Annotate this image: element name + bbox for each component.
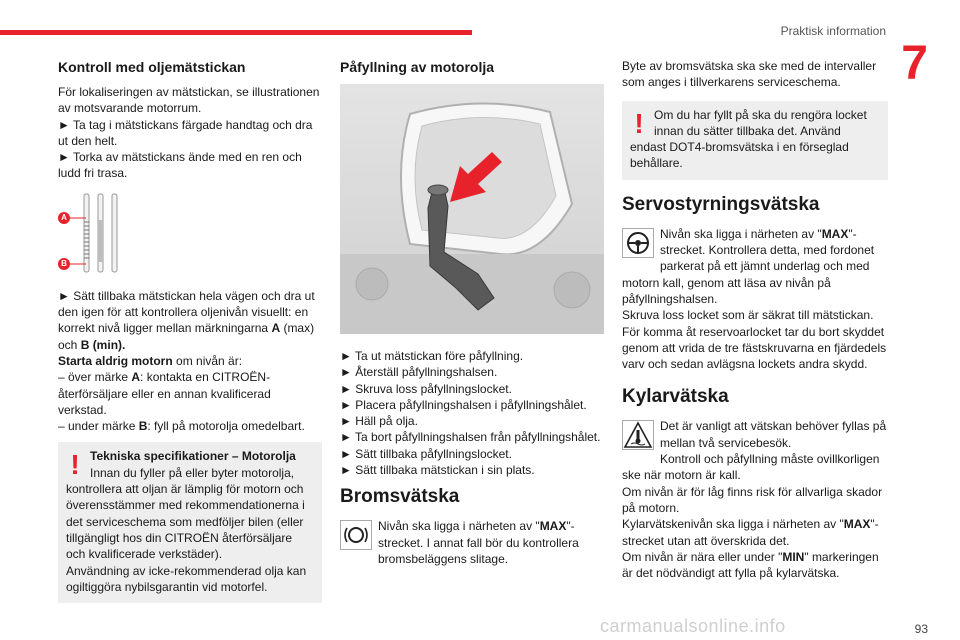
brake-text-rest: "-strecket. I annat fall bör du kontrollera bromsbeläggens slitage. (378, 519, 579, 566)
power-steering-text-2: Skruva loss locket som är säkrat till mätstickan. För komma åt reservoarlocket tar du bort skyddet genom att vrida de tre fästskruvarna en fjärdedels varv och sedan avlägsna lockets andra skydd. (622, 308, 887, 372)
heading-coolant: Kylarvätska (622, 386, 729, 408)
never-start-line (58, 353, 322, 369)
steer-text-pre: Nivån ska ligga i närheten av " (660, 226, 822, 241)
coolant-p4-pre: Kylarvätskenivån ska ligga i närheten av " (622, 517, 844, 532)
coolant-min-label: MIN (782, 549, 805, 564)
brake-fluid-text (340, 518, 604, 567)
warning-exclamation-icon: ! (70, 449, 80, 481)
coolant-block (622, 418, 888, 581)
heading-power-steering: Servostyrningsvätska (622, 193, 820, 215)
brake-fluid-block (340, 518, 604, 567)
step3-mark-a: A (271, 321, 281, 336)
never-start-rest: om nivån är: (172, 353, 243, 368)
steer-text-rest: "-strecket. Kontrollera detta, med fordonet parkerat på ett jämnt underlag och med motorn kall, genom att läsa av nivån på påfyllningshalsen. (622, 226, 875, 306)
page-number: 93 (914, 622, 928, 636)
dash1-mark: A (131, 370, 141, 385)
oil-spec-body-2: Användning av icke-rekommenderad olja kan ogiltiggöra nybilsgarantin vid motorfel. (66, 563, 307, 594)
refill-step-2: ► Återställ påfyllningshalsen. (340, 365, 498, 380)
brake-max-label: MAX (539, 519, 567, 534)
dash2-mark: B (138, 419, 148, 434)
brake-cap-warning (622, 101, 888, 180)
brake-interval-text: Byte av bromsvätska ska ske med de intervaller som anges i tillverkarens serviceschema. (622, 59, 877, 90)
dipstick-intro: För lokaliseringen av mätstickan, se illustrationen av motsvarande motorrum. (58, 85, 320, 116)
heading-brake-fluid: Bromsvätska (340, 486, 460, 508)
steering-wheel-icon (622, 228, 654, 258)
marker-a-badge: A (58, 212, 70, 224)
above-mark-line (58, 369, 322, 418)
brake-warning-icon (340, 520, 372, 550)
step3-mark-b: B (min). (80, 337, 126, 352)
column-oil-refill (340, 58, 604, 567)
refill-step-1: ► Ta ut mätstickan före påfyllning. (340, 349, 524, 363)
coolant-max-label: MAX (843, 517, 871, 532)
oil-spec-body: Innan du fyller på eller byter motorolja, kontrollera att oljan är lämplig för motorn och överensstämmer med rekommendationerna i det serviceschema som medföljer bilen (eller tillgängligt hos din CITROËN återförsäljare och kvalificerade verkstäder). (66, 465, 305, 562)
oil-spec-title: Tekniska specifikationer – Motorolja (90, 449, 296, 464)
column-oil-dipstick (58, 58, 322, 603)
chapter-number: 7 (901, 37, 928, 90)
coolant-text-4 (622, 516, 888, 549)
section-title: Praktisk information (780, 24, 886, 38)
heading-oil-refill: Påfyllning av motorolja (340, 59, 495, 75)
refill-step-7: ► Sätt tillbaka påfyllningslocket. (340, 446, 512, 461)
coolant-p5-rest: " markeringen är det nödvändigt att fylla på kylarvätska. (622, 549, 879, 581)
dash2-rest: : fyll på motorolja omedelbart. (147, 419, 305, 434)
power-steering-block (622, 226, 888, 373)
refill-step-5: ► Häll på olja. (340, 414, 418, 429)
brake-text-pre: Nivån ska ligga i närheten av " (378, 519, 540, 534)
dipstick-drawing (58, 192, 138, 274)
oil-spec-warning (58, 442, 322, 603)
power-steering-text (622, 226, 888, 307)
dash2-pre: – under märke (58, 419, 139, 434)
header-accent-bar (0, 30, 472, 35)
step3-mid: (max) och (58, 321, 315, 352)
refill-step-8: ► Sätt tillbaka mätstickan i sin plats. (340, 463, 535, 478)
coolant-p4-rest: "-strecket utan att överskrida det. (622, 517, 879, 548)
heading-dipstick-check: Kontroll med oljemätstickan (58, 59, 246, 75)
watermark-text: carmanualsonline.info (600, 616, 786, 636)
dash1-pre: – över märke (58, 370, 132, 385)
warning-exclamation-icon: ! (634, 107, 644, 139)
dipstick-step-2: ► Torka av mätstickans ände med en ren och ludd fri trasa. (58, 150, 302, 181)
brake-cap-warning-text: Om du har fyllt på ska du rengöra locket innan du sätter tillbaka det. Använd endast DOT4-bromsvätska i en förseglad behållare. (630, 107, 867, 171)
never-start-bold: Starta aldrig motorn (58, 353, 173, 368)
engine-bay-drawing (340, 84, 604, 334)
dipstick-step-1: ► Ta tag i mätstickans färgade handtag och dra ut den helt. (58, 117, 313, 148)
coolant-text-2: Kontroll och påfyllning måste ovillkorligen ske när motorn är kall. (622, 452, 880, 483)
dash1-rest: : kontakta en CITROËN-återförsäljare eller en annan kvalificerad verkstad. (58, 370, 271, 417)
engine-bay-photo (340, 84, 604, 334)
coolant-temperature-icon (622, 420, 654, 450)
coolant-text-3: Om nivån är för låg finns risk för allvarliga skador på motorn. (622, 484, 883, 515)
steer-max-label: MAX (821, 226, 849, 241)
dipstick-step-3 (58, 288, 322, 353)
refill-step-3: ► Skruva loss påfyllningslocket. (340, 381, 512, 396)
coolant-p5-pre: Om nivån är nära eller under " (622, 549, 783, 564)
refill-step-6: ► Ta bort påfyllningshalsen från påfyllningshålet. (340, 430, 601, 445)
coolant-text-1: Det är vanligt att vätskan behöver fyllas på mellan två servicebesök. (660, 419, 887, 450)
refill-step-4: ► Placera påfyllningshalsen i påfyllningshålet. (340, 397, 587, 412)
dipstick-illustration (58, 192, 138, 274)
below-mark-line (58, 418, 322, 434)
coolant-text-5 (622, 549, 888, 582)
step3-text: ► Sätt tillbaka mätstickan hela vägen och dra ut den igen för att kontrollera oljenivån visuellt: en korrekt nivå ligger mellan märkningarna (58, 288, 315, 336)
marker-b-badge: B (58, 258, 70, 270)
column-fluids (622, 58, 888, 581)
